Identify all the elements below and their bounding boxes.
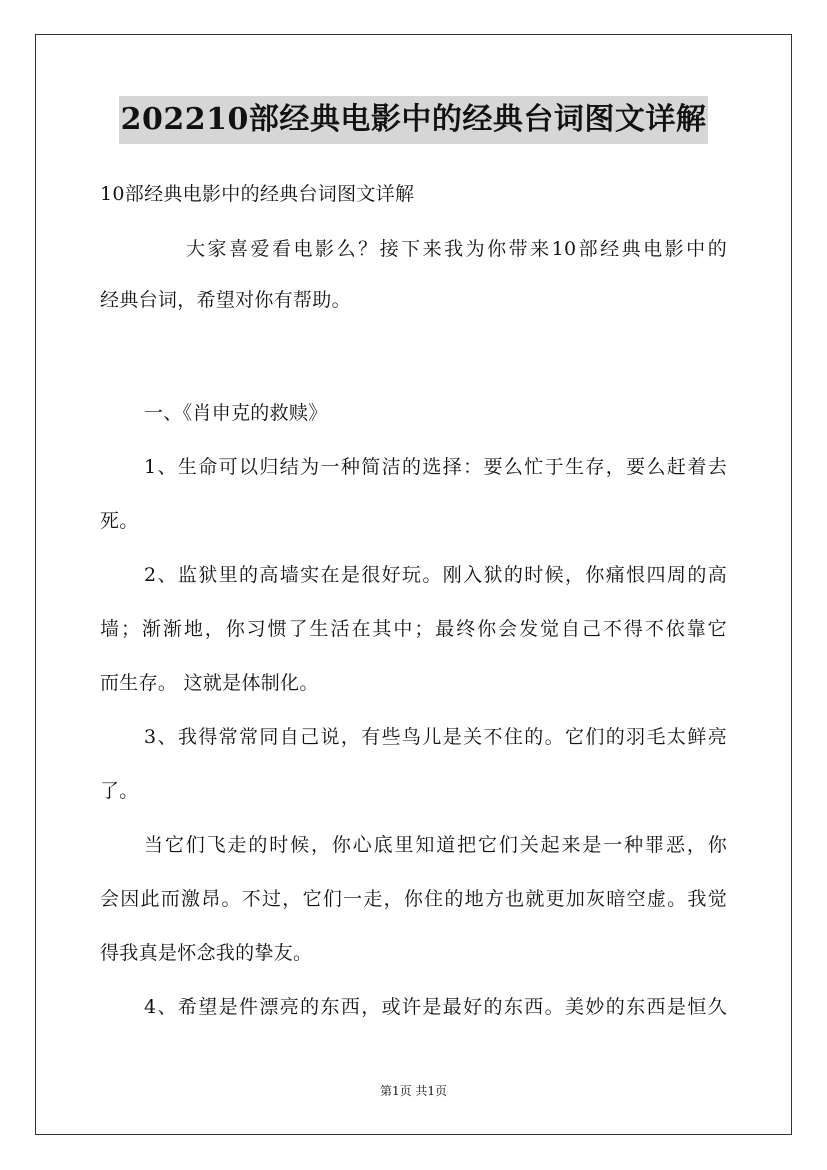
quote-1-line-2: 死。 — [100, 510, 139, 532]
document-subtitle: 10部经典电影中的经典台词图文详解 — [100, 183, 415, 205]
paragraph-line-3: 得我真是怀念我的挚友。 — [100, 942, 313, 964]
intro-line-2: 经典台词，希望对你有帮助。 — [100, 289, 351, 311]
quote-2-line-1: 2、监狱里的高墙实在是很好玩。刚入狱的时候，你痛恨四周的高 — [144, 564, 727, 586]
quote-2-line-2: 墙；渐渐地，你习惯了生活在其中；最终你会发觉自己不得不依靠它 — [100, 618, 727, 640]
quote-3-line-2: 了。 — [100, 780, 139, 802]
paragraph-line-1: 当它们飞走的时候，你心底里知道把它们关起来是一种罪恶，你 — [144, 834, 727, 856]
title-container — [0, 96, 827, 144]
page-number: 第1页 共1页 — [379, 1084, 448, 1098]
document-title: 202210部经典电影中的经典台词图文详解 — [119, 96, 709, 144]
quote-1-line-1: 1、生命可以归结为一种简洁的选择：要么忙于生存，要么赶着去 — [144, 456, 727, 478]
quote-2-line-3: 而生存。 这就是体制化。 — [100, 672, 319, 694]
paragraph-line-2: 会因此而激昂。不过，它们一走，你住的地方也就更加灰暗空虚。我觉 — [100, 888, 727, 910]
quote-3-line-1: 3、我得常常同自己说，有些鸟儿是关不住的。它们的羽毛太鲜亮 — [144, 726, 727, 748]
quote-4-line-1: 4、希望是件漂亮的东西，或许是最好的东西。美妙的东西是恒久 — [144, 996, 727, 1018]
section-heading: 一、《肖申克的救赎》 — [144, 402, 328, 424]
intro-line-1: 大家喜爱看电影么？接下来我为你带来10部经典电影中的 — [186, 238, 727, 260]
